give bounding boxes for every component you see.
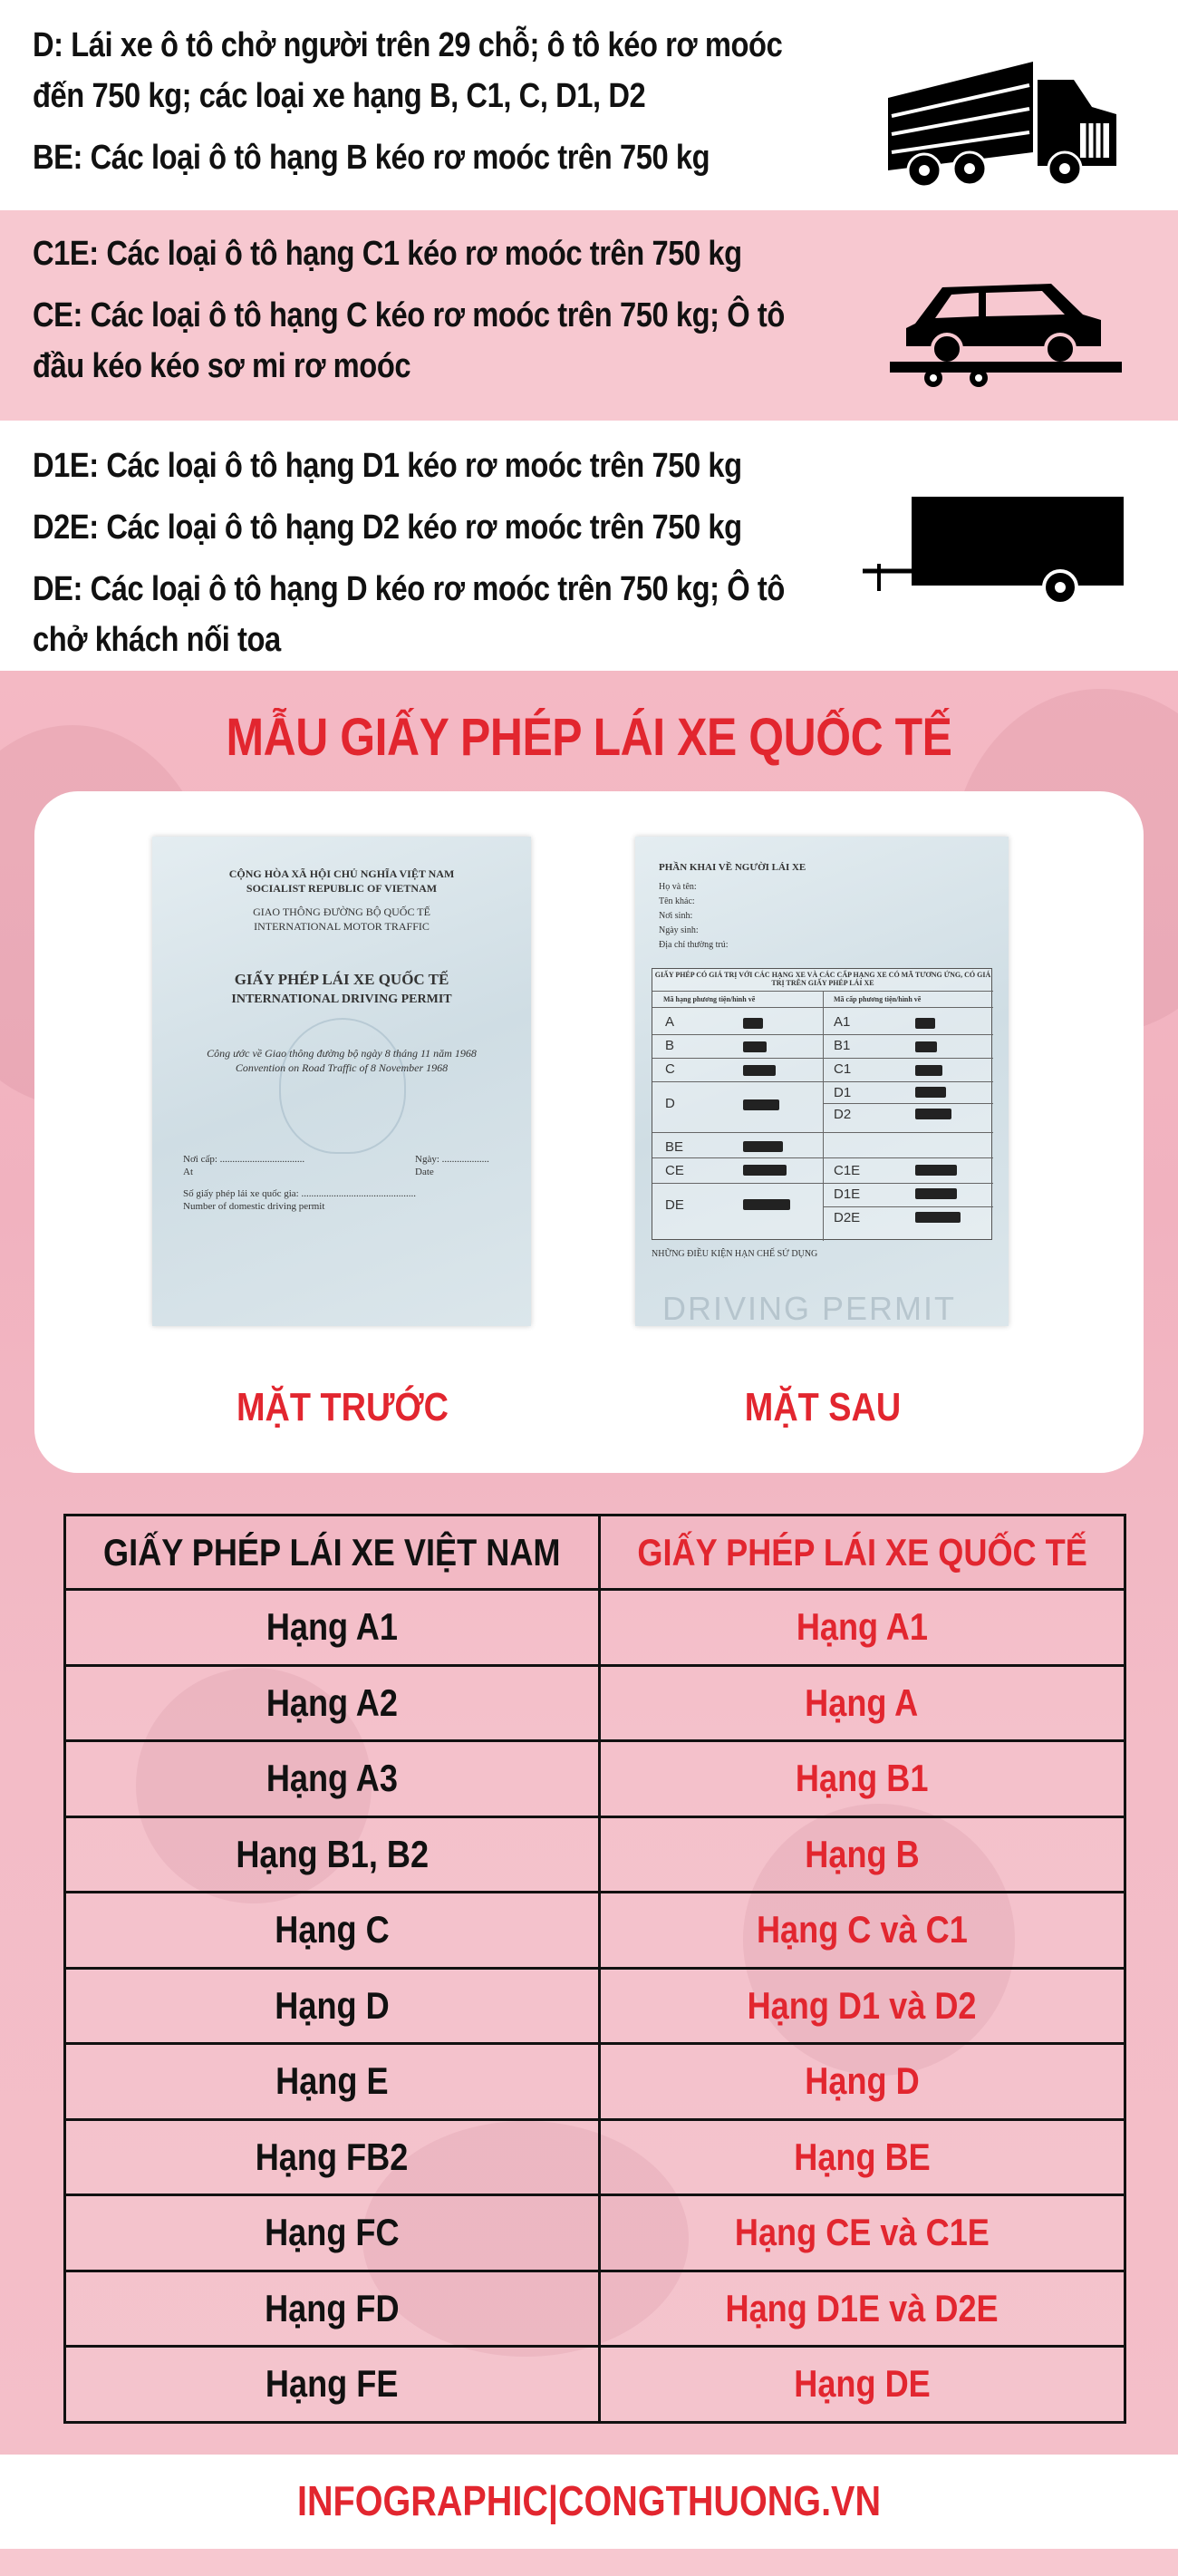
permit-back-left-code: BE [665, 1139, 684, 1155]
permit-back-right-code: C1E [834, 1163, 861, 1178]
category-d2e-text: D2E: Các loại ô tô hạng D2 kéo rơ moóc trên 750 kg [33, 508, 742, 547]
car-trailer-icon [743, 1141, 783, 1152]
permit-front-line2: SOCIALIST REPUBLIC OF VIETNAM [246, 882, 438, 895]
cell-intl: Hạng B [599, 1816, 1125, 1893]
cell-intl: Hạng A [599, 1665, 1125, 1741]
category-text-bottom [33, 441, 827, 676]
category-c1e-text: C1E: Các loại ô tô hạng C1 kéo rơ moóc trên 750 kg [33, 235, 742, 273]
permit-back-table [652, 968, 992, 1240]
bus-icon [743, 1099, 779, 1110]
permit-back-right-code: B1 [834, 1038, 851, 1053]
cell-intl: Hạng A1 [599, 1590, 1125, 1666]
permit-back-image [635, 837, 1009, 1326]
car-on-trailer-icon [888, 260, 1124, 387]
cell-vn: Hạng E [65, 2044, 600, 2120]
header-intl: GIẤY PHÉP LÁI XE QUỐC TẾ [599, 1516, 1125, 1590]
permit-front-title-vi: GIẤY PHÉP LÁI XE QUỐC TẾ [234, 971, 449, 988]
category-band-mid [0, 210, 1178, 421]
permit-back-left-code: CE [665, 1163, 684, 1178]
permit-back-field: Nơi sinh: [659, 911, 693, 921]
truck-trailer-icon [743, 1165, 787, 1176]
cell-vn: Hạng A3 [65, 1741, 600, 1817]
table-row [65, 2347, 1125, 2423]
category-text-top [33, 20, 827, 194]
cell-intl: Hạng C và C1 [599, 1893, 1125, 1969]
cell-vn: Hạng B1, B2 [65, 1816, 600, 1893]
cell-vn: Hạng C [65, 1893, 600, 1969]
table-row [65, 1590, 1125, 1666]
car-icon [743, 1041, 767, 1052]
permit-front-number-en: Number of domestic driving permit [183, 1201, 325, 1212]
permit-back-right-code: C1 [834, 1061, 852, 1077]
caption-front: MẶT TRƯỚC [237, 1385, 449, 1429]
permit-front-date: Ngày: ................... [415, 1154, 489, 1165]
permit-back-right-code: D2E [834, 1210, 861, 1225]
bus-icon [915, 1109, 951, 1119]
footer-strip [0, 2549, 1178, 2576]
permit-back-right-code: D1E [834, 1186, 861, 1202]
cell-intl: Hạng BE [599, 2119, 1125, 2195]
permit-cards-panel [34, 791, 1144, 1473]
permit-back-col1: Mã hạng phương tiện/hình vẽ [663, 995, 756, 1003]
table-row [65, 1741, 1125, 1817]
table-header-row [65, 1516, 1125, 1590]
table-row [65, 2195, 1125, 2271]
permit-back-field: Ngày sinh: [659, 925, 699, 935]
license-comparison-table [63, 1514, 1126, 2424]
motorbike-icon [743, 1018, 763, 1029]
permit-back-watermark: DRIVING PERMIT [662, 1290, 957, 1327]
cell-vn: Hạng FE [65, 2347, 600, 2423]
footer [0, 2455, 1178, 2549]
permit-back-field: Địa chỉ thường trú: [659, 940, 729, 950]
permit-front-date-en: Date [415, 1167, 434, 1177]
header-vn: GIẤY PHÉP LÁI XE VIỆT NAM [65, 1516, 600, 1590]
cell-intl: Hạng D [599, 2044, 1125, 2120]
cell-vn: Hạng D [65, 1968, 600, 2044]
category-text-mid [33, 228, 827, 402]
table-row [65, 2044, 1125, 2120]
cell-intl: Hạng D1 và D2 [599, 1968, 1125, 2044]
permit-back-left-code: D [665, 1096, 675, 1111]
cell-intl: Hạng D1E và D2E [599, 2271, 1125, 2347]
bus-trailer-icon [915, 1188, 957, 1199]
cell-vn: Hạng A1 [65, 1590, 600, 1666]
category-band-bottom [0, 421, 1178, 671]
category-be-text: BE: Các loại ô tô hạng B kéo rơ moóc trên 750 kg [33, 139, 710, 177]
permit-back-left-code: C [665, 1061, 675, 1077]
permit-front-line1: CỘNG HÒA XÃ HỘI CHỦ NGHĨA VIỆT NAM [228, 867, 455, 880]
category-ce-text: CE: Các loại ô tô hạng C kéo rơ moóc trên 750 kg; Ô tô đầu kéo kéo sơ mi rơ moóc [33, 296, 785, 385]
permit-back-field: Họ và tên: [659, 882, 697, 892]
truck-icon [879, 44, 1124, 189]
category-d-text: D: Lái xe ô tô chở người trên 29 chỗ; ô tô kéo rơ moóc đến 750 kg; các loại xe hạng B, C1, C, D1, D2 [33, 26, 783, 115]
permit-back-left-code: DE [665, 1197, 684, 1213]
permit-back-right-code: D1 [834, 1085, 852, 1100]
truck-small-icon [915, 1065, 942, 1076]
permit-front-line4: INTERNATIONAL MOTOR TRAFFIC [254, 920, 430, 933]
permit-front-line3: GIAO THÔNG ĐƯỜNG BỘ QUỐC TẾ [253, 905, 430, 918]
permit-back-table-caption: GIẤY PHÉP CÓ GIÁ TRỊ VỚI CÁC HẠNG XE VÀ CÁC CẤP HẠNG XE CÓ MÃ TƯƠNG ỨNG, CÓ GIÁ TRỊ TRÊN GIẤY PHÉP LÁI XE [654, 971, 991, 987]
permit-front-convention-en: Convention on Road Traffic of 8 November 1968 [235, 1061, 449, 1074]
cell-vn: Hạng FB2 [65, 2119, 600, 2195]
truck-trailer-icon [915, 1165, 957, 1176]
caption-back: MẶT SAU [744, 1385, 902, 1429]
table-row [65, 1968, 1125, 2044]
permit-front-place-en: At [183, 1167, 193, 1177]
cell-intl: Hạng B1 [599, 1741, 1125, 1817]
cell-intl: Hạng DE [599, 2347, 1125, 2423]
table-row [65, 1893, 1125, 1969]
cell-vn: Hạng FD [65, 2271, 600, 2347]
permit-section [0, 671, 1178, 2455]
cell-vn: Hạng A2 [65, 1665, 600, 1741]
category-band-top [0, 0, 1178, 210]
car-icon [915, 1041, 937, 1052]
permit-front-number: Số giấy phép lái xe quốc gia: .............................................. [183, 1188, 416, 1199]
permit-front-image [152, 837, 531, 1326]
permit-back-left-code: A [665, 1014, 675, 1030]
permit-back-restrictions: NHỮNG ĐIỀU KIỆN HẠN CHẾ SỬ DỤNG [652, 1249, 818, 1259]
table-row [65, 1816, 1125, 1893]
category-de-text: DE: Các loại ô tô hạng D kéo rơ moóc trên 750 kg; Ô tô chở khách nối toa [33, 570, 785, 659]
permit-back-head: PHẦN KHAI VỀ NGƯỜI LÁI XE [659, 862, 806, 873]
permit-back-right-code: A1 [834, 1014, 851, 1030]
table-row [65, 2271, 1125, 2347]
bus-trailer-icon [915, 1212, 961, 1223]
permit-back-field: Tên khác: [659, 896, 695, 906]
permit-back-right-code: D2 [834, 1107, 852, 1122]
permit-back-left-code: B [665, 1038, 675, 1053]
permit-back-col2: Mã cấp phương tiện/hình vẽ [834, 995, 922, 1003]
cell-intl: Hạng CE và C1E [599, 2195, 1125, 2271]
table-row [65, 2119, 1125, 2195]
permit-front-title-en: INTERNATIONAL DRIVING PERMIT [231, 993, 452, 1006]
footer-source-link[interactable]: INFOGRAPHIC|CONGTHUONG.VN [296, 2477, 882, 2524]
table-row [65, 1665, 1125, 1741]
minibus-icon [915, 1087, 946, 1098]
bus-trailer-icon [743, 1199, 790, 1210]
permit-front-convention-vi: Công ước về Giao thông đường bộ ngày 8 tháng 11 năm 1968 [207, 1047, 477, 1060]
seal-icon [279, 1018, 406, 1154]
cargo-trailer-icon [861, 489, 1133, 607]
cell-vn: Hạng FC [65, 2195, 600, 2271]
category-d1e-text: D1E: Các loại ô tô hạng D1 kéo rơ moóc trên 750 kg [33, 447, 742, 485]
motorbike-icon [915, 1018, 935, 1029]
permit-front-place: Nơi cấp: .................................. [183, 1154, 305, 1165]
section-title: MẪU GIẤY PHÉP LÁI XE QUỐC TẾ [226, 708, 952, 767]
truck-small-icon [743, 1065, 776, 1076]
